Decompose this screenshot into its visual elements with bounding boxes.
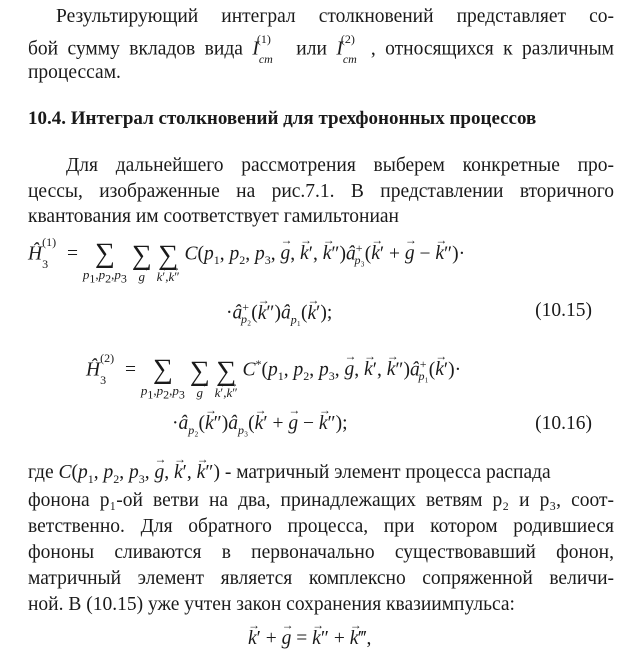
intro-line-3: процессам. <box>28 62 121 83</box>
para1-line-3: квантования им соответствует гамильтониан <box>28 206 399 227</box>
para2-line-2: фонона p₁-ой ветви на два, принадлежащих ветвям p₂ и p₃, соот- <box>28 490 614 511</box>
para2-line-5: матричный элемент является комплексно сопряженной величи- <box>28 568 614 589</box>
para2-line-6: ной. В (10.15) уже учтен закон сохранения квазиимпульса: <box>28 594 515 615</box>
equation-momentum-conservation: → k′ + → g = → k″ + → k‴, <box>248 628 371 650</box>
intro-line-1: Результирующий интеграл столкновений представляет со- <box>56 6 614 27</box>
para2-line-3: ветственно. Для обратного процесса, при котором родившиеся <box>28 516 614 537</box>
equation-number-10-16: (10.16) <box>535 413 592 434</box>
intro-line-2: бой сумму вкладов вида $I_{cm}^{(1)}$ или $I_{cm}^{(2)}$ , относящихся к различным <box>28 32 615 67</box>
equation-10-15-line-1: $Ĥ_3^{(1)}$ = ∑ $p_1,p_2,p_3$ ∑ → g ∑ → k′,→ k″ $C(p_1$, $p_2$, $p_3$, → g, → k′, → $k'')â^+_{p_3}(\to k'$ + → g − → k″)· <box>28 232 465 278</box>
equation-10-15-line-2: $\cdot â^+_{p_2}(\to$ $k'')â_{p_1}(\to k')$; <box>226 300 332 327</box>
para1-line-1: Для дальнейшего рассмотрения выберем конкретные про- <box>66 155 614 176</box>
equation-number-10-15: (10.15) <box>535 300 592 321</box>
para2-line-1: где $C(p_1$, $p_2$, $p_3$, → g, → k′, → k″) - матричный элемент процесса распада <box>28 462 614 487</box>
para1-line-2: цессы, изображенные на рис.7.1. В представлении вторичного <box>28 181 614 202</box>
equation-10-16-line-2: $\cdot â_{p_2}(\to$ $k'')â_{p_3}(\to k'$ + → g − → k″); <box>172 413 348 438</box>
equation-10-16-line-1: $Ĥ_3^{(2)}$ = ∑ $p_1,p_2,p_3$ ∑ → g ∑ → k′,→ k″ $C^*(p_1$, $p_2$, $p_3$, → g, → k′, → $k'')â^+_{p_1}(\to k')\cdot$ <box>86 348 461 394</box>
section-heading: 10.4. Интеграл столкновений для трехфононных процессов <box>28 108 537 129</box>
para2-line-4: фононы сливаются в первоначально существовавший фонон, <box>28 542 614 563</box>
